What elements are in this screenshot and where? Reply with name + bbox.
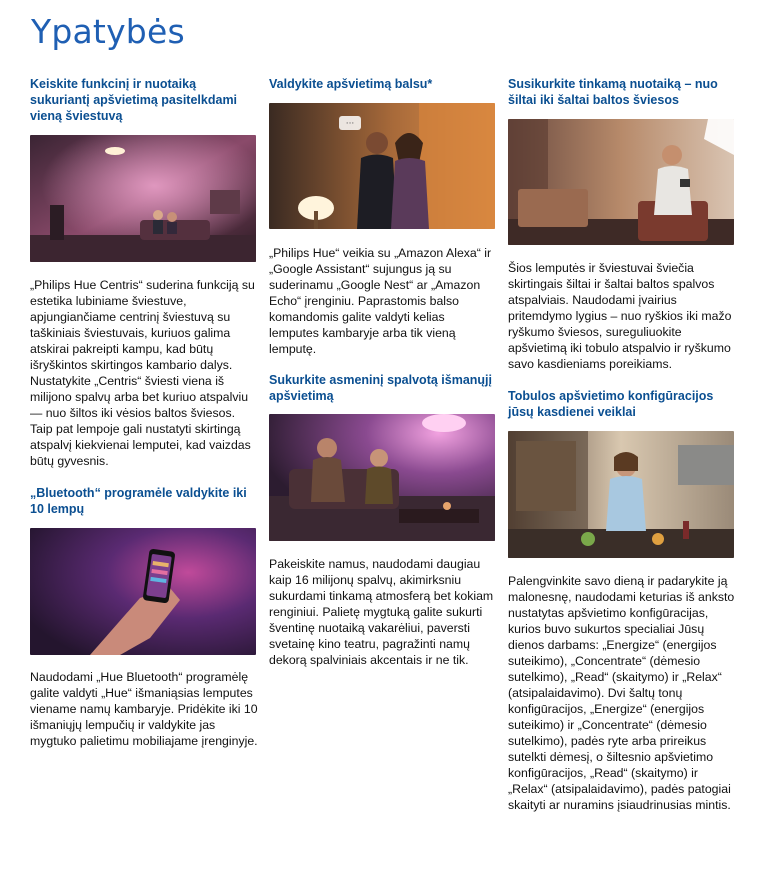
kitchen-cooking-photo xyxy=(508,431,734,558)
feature-heading: Susikurkite tinkamą nuotaiką – nuo šiltai iki šaltai baltos šviesos xyxy=(508,77,718,107)
feature-heading: Sukurkite asmeninį spalvotą išmanųjį apšvietimą xyxy=(269,373,492,403)
feature-text: Šios lemputės ir šviestuvai šviečia skirtingais šiltai ir šaltai baltos spalvos atspalviais. Naudodami įvairius pritemdymo lygius – nuo ryškios iki mažo ryškumo šviesos, sureguliuokite apšvietimą iki tobulo atspalvio ir ryškumo savo kasdieniams poreikiams. xyxy=(508,261,732,371)
living-room-photo xyxy=(30,135,256,262)
speech-bubble-badge: ··· xyxy=(345,119,355,129)
phone-app-photo xyxy=(30,528,256,655)
feature-text: Naudodami „Hue Bluetooth“ programėlę galite valdyti „Hue“ išmaniąsias lemputes viename namų kambaryje. Pridėkite iki 10 išmaniųjų lempučių ir valdykite jas mygtuko palietimu mobiliajame įrenginyje. xyxy=(30,670,258,748)
feature-heading: Tobulos apšvietimo konfigūracijos jūsų kasdienei veiklai xyxy=(508,389,714,419)
friends-sofa-photo xyxy=(269,414,495,541)
feature-text: Palengvinkite savo dieną ir padarykite ją malonesnę, naudodami keturias iš anksto nustatytas apšvietimo konfigūracijas, kurios buvo sukurtos specialiai Jūsų dienos darbams: „Energize“ (energijos suteikimo), „Concentrate“ (dėmesio sutelkimo), „Read“ (skaitymo) ir „Relax“ (atsipalaidavimo). Dvi šaltų tonų konfigūracijos, „Energize“ (energijos suteikimo) ir „Concentrate“ (dėmesio sutelkimo), padės ryte arba prireikus sutelkti dėmesį, o šiltesnio apšvietimo konfigūracijos, „Read“ (skaitymo) ir „Relax“ (atsipalaidavimo), padės patogiai skaityti ar nuramins įsiaudrinusias mintis. xyxy=(508,574,735,812)
feature-heading: Keiskite funkcinį ir nuotaiką sukuriantį apšvietimą pasitelkdami vieną šviestuvą xyxy=(30,77,238,123)
feature-heading: „Bluetooth“ programėle valdykite iki 10 lempų xyxy=(30,486,247,516)
feature-text: „Philips Hue Centris“ suderina funkciją su estetika lubiniame šviestuve, apjungiančiame centrinį šviestuvą su taškiniais šviestuvais, kuriuos galima atskirai pakreipti kampu, kad būtų išryškintos skirtingos kambario dalys. Nustatykite „Centris“ šviesti viena iš milijono spalvų arba bet kuriuo atspalviu — nuo šiltos iki vėsios baltos šviesos. Taip pat lempoje gali nustatyti skirtingą atspalvį kiekvienai lemputei, kad vaizdas būtų gyvesnis. xyxy=(30,278,255,468)
feature-text: Pakeiskite namus, naudodami daugiau kaip 16 milijonų spalvų, akimirksniu sukurdami tinkamą atmosferą bet kokiam renginiui. Palietę mygtuką galite sukurti šventinę nuotaiką vakarėliui, paversti svetainę kino teatru, pagražinti namų dekorą spalviniais akcentais ir ne tik. xyxy=(269,557,494,667)
man-reading-photo xyxy=(508,119,734,245)
feature-heading: Valdykite apšvietimą balsu* xyxy=(269,77,433,91)
page-title: Ypatybės xyxy=(31,12,185,51)
feature-text: „Philips Hue“ veikia su „Amazon Alexa“ ir „Google Assistant“ sujungus ją su suderinamu „Google Nest“ ar „Amazon Echo“ įrenginiu. Paprastomis balso komandomis galite valdyti kelias lemputes kambaryje arba tik vieną lemputę. xyxy=(269,246,492,356)
voice-control-photo xyxy=(269,103,495,229)
